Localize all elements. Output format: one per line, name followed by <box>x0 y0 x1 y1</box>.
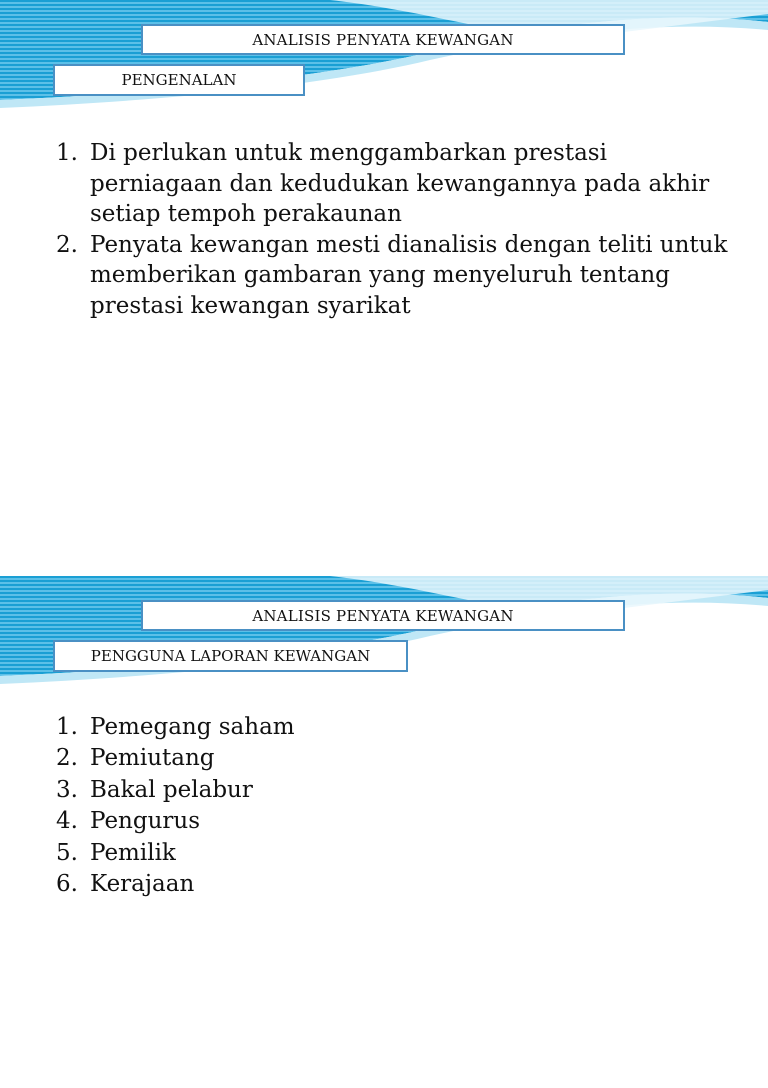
list-number: 5. <box>56 839 78 866</box>
list-item <box>56 838 656 869</box>
list-item <box>56 775 656 806</box>
slide-title: ANALISIS PENYATA KEWANGAN <box>141 600 625 631</box>
slide-2 <box>0 576 768 1088</box>
slide-title: ANALISIS PENYATA KEWANGAN <box>141 24 625 55</box>
list-item <box>56 806 656 837</box>
list-number: 4. <box>56 808 78 835</box>
list-text: Pemilik <box>90 839 176 866</box>
list-text: Pengurus <box>90 808 201 835</box>
section-heading: PENGGUNA LAPORAN KEWANGAN <box>53 640 408 672</box>
slide-1 <box>0 0 768 512</box>
list-item <box>56 138 746 230</box>
list-number: 1. <box>56 140 78 166</box>
list-text: Kerajaan <box>90 871 195 898</box>
list-number: 2. <box>56 231 78 258</box>
list-item <box>56 743 656 774</box>
list-item <box>56 230 746 322</box>
section-heading: PENGENALAN <box>53 64 305 96</box>
list-text: Bakal pelabur <box>90 776 253 803</box>
numbered-list <box>56 138 746 321</box>
numbered-list <box>56 712 656 900</box>
list-number: 6. <box>56 871 78 898</box>
list-text: Di perlukan untuk menggambarkan prestasi perniagaan dan kedudukan kewangannya pada akhir setiap tempoh perakaunan <box>90 140 710 227</box>
list-item <box>56 712 656 743</box>
list-number: 3. <box>56 776 78 803</box>
list-text: Pemiutang <box>90 745 215 772</box>
list-text: Pemegang saham <box>90 714 295 740</box>
list-item <box>56 869 656 900</box>
list-number: 1. <box>56 714 78 740</box>
list-number: 2. <box>56 745 78 772</box>
page-separator <box>0 512 768 576</box>
list-text: Penyata kewangan mesti dianalisis dengan teliti untuk memberikan gambaran yang menyeluruh tentang prestasi kewangan syarikat <box>90 231 728 319</box>
